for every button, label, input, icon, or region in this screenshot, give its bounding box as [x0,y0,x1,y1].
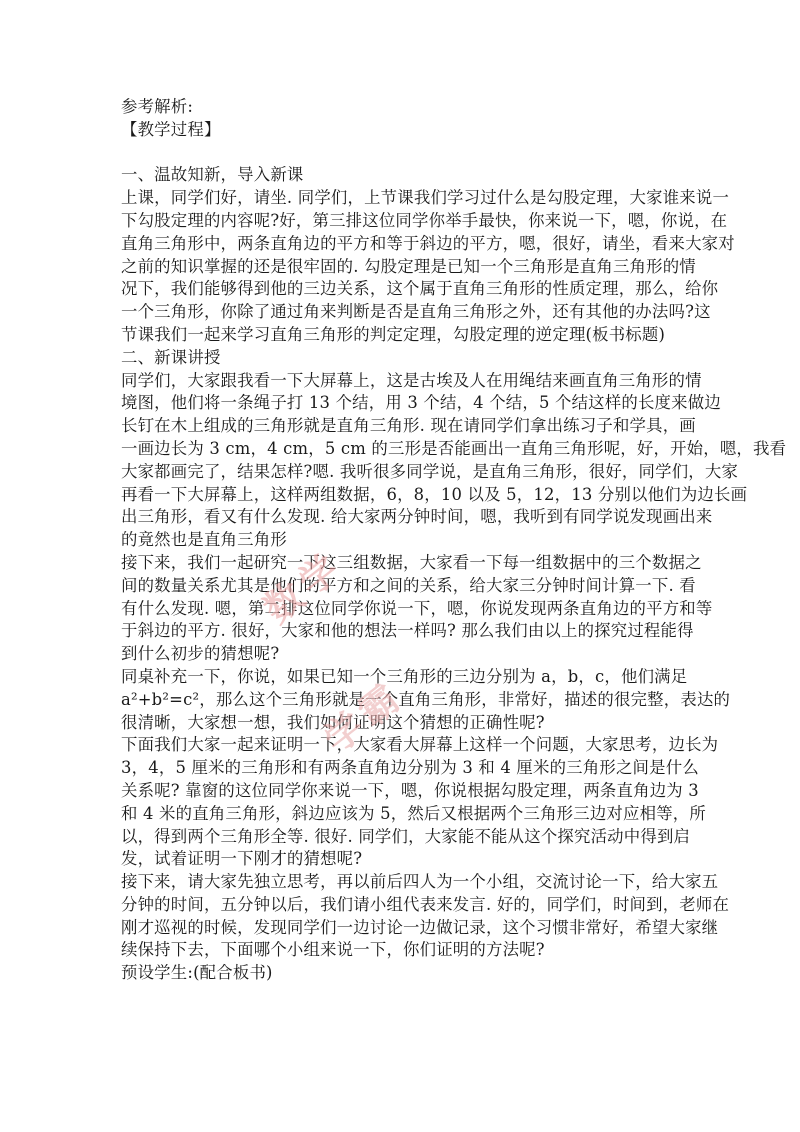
text-line [121,142,686,165]
text-line: 到什么初步的猜想呢? [121,644,280,664]
text-line: 间的数量关系尤其是他们的平方和之间的关系，给大家三分钟时间计算一下. 看 [121,575,696,595]
text-line: 的竟然也是直角三角形 [121,530,287,550]
text-line: 续保持下去，下面哪个小组来说一下，你们证明的方法呢? [121,940,545,960]
text-line: 长钉在木上组成的三角形就是直角三角形. 现在请同学们拿出练习子和学具，画 [121,416,696,436]
document-body [121,96,787,985]
text-line: 境图，他们将一条绳子打 13 个结，用 3 个结，4 个结，5 个结这样的长度来做边 [121,393,721,413]
text-line: 二、新课讲授 [121,347,221,367]
text-line: 一画边长为 3 cm，4 cm，5 cm 的三形是否能画出一直角三角形呢，好，开始，嗯，我看 [121,438,787,458]
text-line: 况下，我们能够得到他的三边关系，这个属于直角三角形的性质定理，那么，给你 [121,279,719,299]
text-line: 下面我们大家一起来证明一下，大家看大屏幕上这样一个问题，大家思考，边长为 [121,735,719,755]
text-line: 发，试着证明一下刚才的猜想呢? [121,849,363,869]
text-line: 之前的知识掌握的还是很牢固的. 勾股定理是已知一个三角形是直角三角形的情 [121,256,696,276]
text-line: 一、温故知新，导入新课 [121,165,304,185]
text-line: 大家都画完了，结果怎样?嗯. 我听很多同学说，是直角三角形，很好，同学们，大家 [121,461,739,481]
text-line: 再看一下大屏幕上，这样两组数据，6，8，10 以及 5，12，13 分别以他们为边长画 [121,484,748,504]
text-line: 同学们，大家跟我看一下大屏幕上，这是古埃及人在用绳结来画直角三角形的情 [121,370,702,390]
text-line: 直角三角形中，两条直角边的平方和等于斜边的平方，嗯，很好，请坐，看来大家对 [121,233,735,253]
text-line: 于斜边的平方. 很好，大家和他的想法一样吗? 那么我们由以上的探究过程能得 [121,621,694,641]
text-line: 分钟的时间，五分钟以后，我们请小组代表来发言. 好的，同学们，时间到，老师在 [121,894,730,914]
text-line: 预设学生:(配合板书) [121,963,273,983]
watermark-text-secondary: 学霸 [315,672,412,762]
text-line: 参考解析: [121,97,194,116]
text-line: 同桌补充一下，你说，如果已知一个三角形的三边分别为 a，b，c，他们满足 [121,666,688,686]
text-line: 有什么发现. 嗯，第二排这位同学你说一下，嗯，你说发现两条直角边的平方和等 [121,598,713,618]
text-line: 【教学过程】 [121,119,221,139]
watermark-text: 数学 [255,542,352,632]
text-line: 以，得到两个三角形全等. 很好. 同学们，大家能不能从这个探究活动中得到启 [121,826,691,846]
text-line: a²+b²=c²，那么这个三角形就是一个直角三角形，非常好，描述的很完整，表达的 [121,689,731,709]
text-line: 出三角形，看又有什么发现. 给大家两分钟时间，嗯，我听到有同学说发现画出来 [121,507,713,527]
text-line: 上课，同学们好，请坐. 同学们，上节课我们学习过什么是勾股定理，大家谁来说一 [121,188,730,208]
text-line: 下勾股定理的内容呢?好，第三排这位同学你举手最快，你来说一下，嗯，你说，在 [121,210,728,230]
text-line: 接下来，请大家先独立思考，再以前后四人为一个小组，交流讨论一下，给大家五 [121,872,719,892]
text-line: 接下来，我们一起研究一下这三组数据，大家看一下每一组数据中的三个数据之 [121,552,702,572]
text-line: 一个三角形，你除了通过角来判断是否是直角三角形之外，还有其他的办法吗?这 [121,302,711,322]
text-line: 很清晰，大家想一想，我们如何证明这个猜想的正确性呢? [121,712,545,732]
text-line: 关系呢? 靠窗的这位同学你来说一下，嗯，你说根据勾股定理，两条直角边为 3 [121,780,699,800]
text-line: 和 4 米的直角三角形，斜边应该为 5，然后又根据两个三角形三边对应相等，所 [121,803,706,823]
text-line: 节课我们一起来学习直角三角形的判定定理，勾股定理的逆定理(板书标题) [121,324,666,344]
text-line: 刚才巡视的时候，发现同学们一边讨论一边做记录，这个习惯非常好，希望大家继 [121,917,719,937]
text-line: 3，4，5 厘米的三角形和有两条直角边分别为 3 和 4 厘米的三角形之间是什么 [121,758,699,778]
